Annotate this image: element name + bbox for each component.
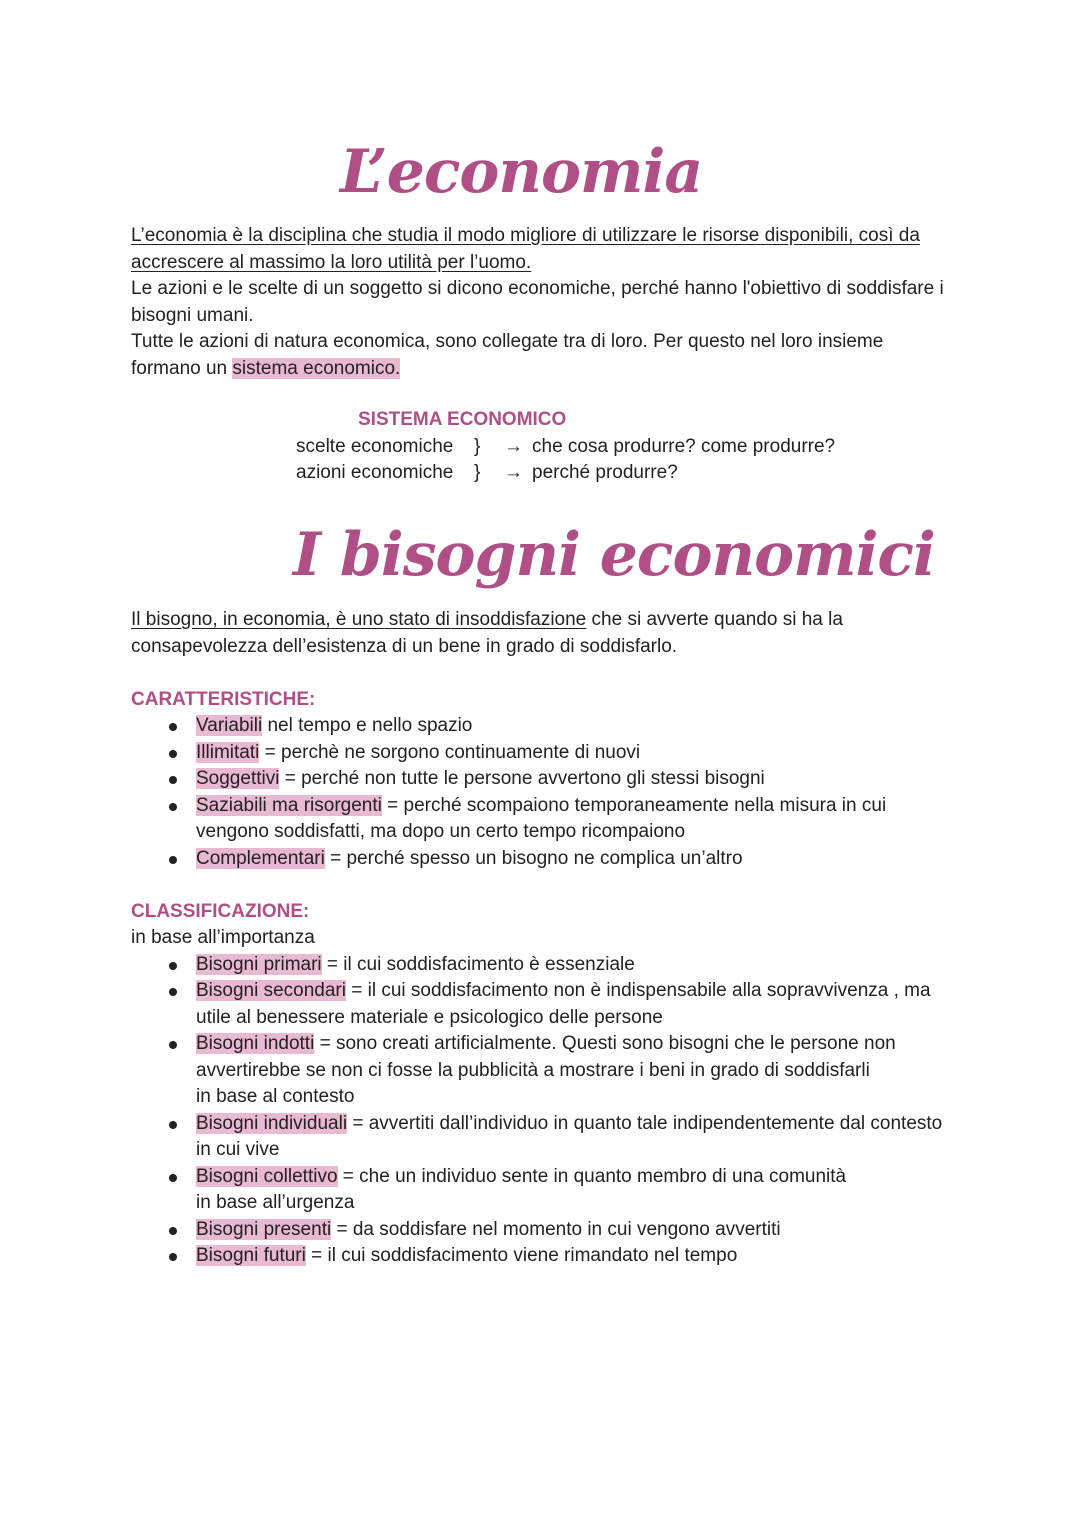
term-highlight: Complementari	[196, 847, 325, 869]
term-highlight: Bisogni presenti	[196, 1218, 332, 1240]
schema-right: che cosa produrre? come produrre?	[532, 435, 836, 457]
list-item	[131, 952, 946, 979]
term-description: = da soddisfare nel momento in cui vengono avvertiti	[331, 1218, 781, 1240]
classification-list-urgency	[131, 1217, 946, 1270]
arrow-icon: →	[504, 435, 523, 457]
group-label: in base all’urgenza	[196, 1192, 355, 1213]
classification-list-context	[131, 1111, 946, 1191]
intro-section	[131, 223, 946, 382]
list-item	[131, 740, 946, 767]
term-highlight: Variabili	[196, 715, 263, 736]
brace-glyph: }	[474, 435, 481, 457]
term-highlight: Bisogni collettivo	[196, 1165, 338, 1187]
need-definition	[131, 607, 946, 660]
term-description: = perché spesso un bisogno ne complica un’altro	[324, 847, 743, 869]
list-item	[131, 846, 946, 873]
page-title: L’economia	[340, 137, 703, 207]
section-title: I bisogni economici	[293, 520, 935, 590]
term-description: = il cui soddisfacimento viene rimandato nel tempo	[305, 1245, 738, 1266]
list-item	[131, 978, 946, 1031]
list-item	[131, 1243, 946, 1270]
need-definition-underlined: Il bisogno, in economia, è uno stato di insoddisfazione	[131, 609, 587, 630]
group-label: in base al contesto	[196, 1086, 355, 1107]
term-description: = che un individuo sente in quanto membro di una comunità	[337, 1165, 847, 1187]
schema-row	[296, 460, 835, 487]
term-highlight: Soggettivi	[196, 768, 280, 789]
group-label: in base all’importanza	[131, 927, 315, 948]
schema-left: scelte economiche	[296, 435, 454, 457]
term-description: = il cui soddisfacimento è essenziale	[321, 953, 635, 975]
term-highlight: Bisogni indotti	[196, 1033, 315, 1054]
intro-paragraph-2	[131, 329, 946, 382]
list-item	[131, 1031, 946, 1084]
schema-right: perché produrre?	[532, 462, 678, 483]
economic-system-highlight: sistema economico.	[232, 357, 401, 379]
list-item	[131, 1111, 946, 1164]
needs-section	[131, 607, 946, 1270]
term-highlight: Bisogni secondari	[196, 980, 346, 1001]
economy-definition: L’economia è la disciplina che studia il modo migliore di utilizzare le risorse disponibili, così da accrescere al massimo la loro utilità per l’uomo.	[131, 225, 920, 273]
list-item	[131, 1164, 946, 1191]
classification-heading: CLASSIFICAZIONE:	[131, 900, 310, 922]
classification-list-importance	[131, 952, 946, 1085]
arrow-icon: →	[504, 462, 523, 483]
intro-paragraph-1: Le azioni e le scelte di un soggetto si dicono economiche, perché hanno l'obiettivo di soddisfare i bisogni umani.	[131, 278, 944, 326]
term-highlight: Bisogni primari	[196, 953, 322, 975]
schema-title: SISTEMA ECONOMICO	[358, 409, 567, 430]
term-highlight: Bisogni individuali	[196, 1112, 348, 1134]
term-description: nel tempo e nello spazio	[262, 715, 473, 736]
characteristics-list	[131, 713, 946, 872]
term-description: = perché scompaiono temporaneamente nella misura in cui vengono soddisfatti, ma dopo un certo tempo ricompaiono	[196, 794, 887, 842]
schema-left: azioni economiche	[296, 462, 454, 483]
characteristics-heading: CARATTERISTICHE:	[131, 688, 316, 710]
brace-glyph: }	[474, 462, 481, 483]
term-highlight: Illimitati	[196, 741, 260, 763]
economic-system-schema	[296, 407, 835, 487]
intro-paragraph-2-text: Tutte le azioni di natura economica, sono collegate tra di loro. Per questo nel loro insieme formano un	[131, 331, 884, 379]
term-description: = sono creati artificialmente. Questi sono bisogni che le persone non avvertirebbe se non ci fosse la pubblicità a mostrare i beni in grado di soddisfarli	[196, 1033, 896, 1081]
schema-row	[296, 434, 835, 461]
term-description: = perché non tutte le persone avvertono gli stessi bisogni	[279, 768, 765, 789]
term-description: = perchè ne sorgono continuamente di nuovi	[259, 741, 641, 763]
list-item	[131, 1217, 946, 1244]
term-description: = il cui soddisfacimento non è indispensabile alla sopravvivenza , ma utile al benessere materiale e psicologico delle persone	[196, 980, 931, 1028]
term-description: = avvertiti dall’individuo in quanto tale indipendentemente dal contesto in cui vive	[196, 1112, 943, 1160]
need-definition-rest: che si avverte quando si ha la consapevolezza dell’esistenza di un bene in grado di soddisfarlo.	[131, 609, 843, 657]
list-item	[131, 793, 946, 846]
list-item	[131, 713, 946, 740]
list-item	[131, 766, 946, 793]
term-highlight: Saziabili ma risorgenti	[196, 794, 382, 816]
term-highlight: Bisogni futuri	[196, 1245, 306, 1266]
